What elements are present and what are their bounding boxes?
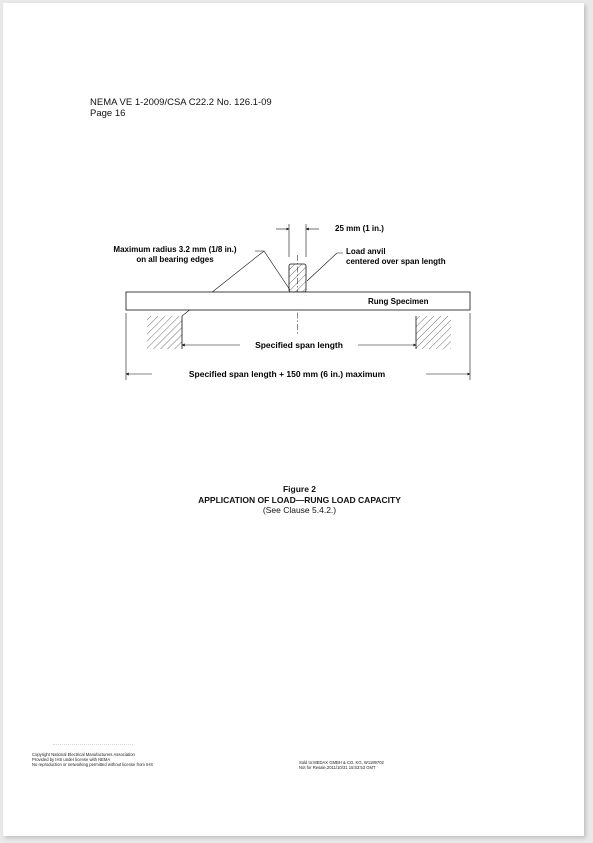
radius-leader-anvil [255, 251, 290, 290]
footer-license [299, 760, 384, 770]
anvil-label-line1: Load anvil [346, 247, 386, 256]
footer-copyright [32, 752, 153, 768]
footer-copyright-line: Provided by IHS under license with NEMA [32, 757, 111, 763]
anvil-label-leader [307, 253, 343, 281]
footer-copyright-line: No reproduction or networking permitted without license from IHS [32, 762, 154, 768]
figure-number: Figure 2 [282, 484, 317, 494]
footer-license-line: Not for Resale,2011/10/31 15:53:53 GMT [299, 765, 376, 771]
anvil-label-line2: centered over span length [346, 257, 446, 266]
radius-label-line1: Maximum radius 3.2 mm (1/8 in.) [113, 245, 237, 254]
document-id: NEMA VE 1-2009/CSA C22.2 No. 126.1-09 [90, 97, 272, 108]
support-right [416, 316, 451, 349]
footer-license-line: Sold to:MEDAX GMBH & CO. KG, W1189702 [299, 760, 384, 765]
figure-reference: (See Clause 5.4.2.) [262, 505, 337, 515]
figure-rung-load-diagram [3, 3, 584, 836]
overall-length-label: Specified span length + 150 mm (6 in.) maximum [188, 369, 386, 379]
figure-title: APPLICATION OF LOAD—RUNG LOAD CAPACITY [198, 494, 401, 505]
support-left [147, 316, 182, 349]
footer-divider [53, 744, 133, 746]
radius-label-line2: on all bearing edges [136, 255, 214, 264]
rung-specimen-label: Rung Specimen [368, 297, 429, 306]
footer-copyright-line: Copyright National Electrical Manufacturers Association [32, 752, 135, 757]
document-page [3, 3, 584, 836]
page-number: Page 16 [90, 108, 126, 119]
anvil-width-label: 25 mm (1 in.) [335, 224, 384, 233]
span-length-label: Specified span length [255, 340, 343, 350]
